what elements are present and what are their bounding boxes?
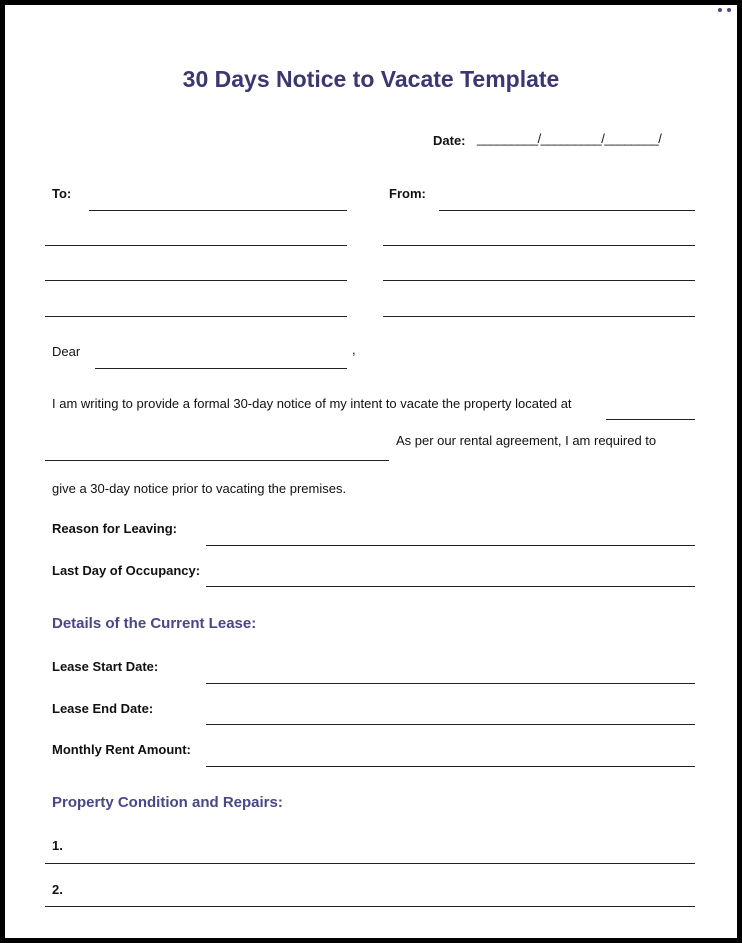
item-2-line[interactable]	[45, 906, 695, 907]
rent-line[interactable]	[206, 766, 695, 767]
item-1-number: 1.	[52, 838, 63, 853]
to-label: To:	[52, 186, 72, 201]
item-1-line[interactable]	[45, 863, 695, 864]
body-line-2: As per our rental agreement, I am required to	[396, 433, 657, 448]
to-line-1[interactable]	[89, 210, 347, 211]
menu-dots-icon[interactable]	[718, 8, 731, 12]
from-line-2[interactable]	[383, 245, 695, 246]
repairs-heading: Property Condition and Repairs:	[52, 794, 283, 811]
last-day-label: Last Day of Occupancy:	[52, 563, 201, 578]
address-line-2[interactable]	[45, 460, 389, 461]
lease-heading: Details of the Current Lease:	[52, 615, 257, 632]
from-line-4[interactable]	[383, 316, 695, 317]
to-line-3[interactable]	[45, 280, 347, 281]
from-line-3[interactable]	[383, 280, 695, 281]
last-day-line[interactable]	[206, 586, 695, 587]
from-label: From:	[389, 186, 426, 201]
rent-label: Monthly Rent Amount:	[52, 742, 191, 757]
to-line-2[interactable]	[45, 245, 347, 246]
dear-comma: ,	[352, 342, 356, 357]
dear-line[interactable]	[95, 368, 347, 369]
reason-line[interactable]	[206, 545, 695, 546]
page-title: 30 Days Notice to Vacate Template	[182, 66, 560, 92]
item-2-number: 2.	[52, 882, 63, 897]
address-line-1[interactable]	[606, 419, 695, 420]
lease-end-label: Lease End Date:	[52, 701, 154, 716]
body-line-1: I am writing to provide a formal 30-day notice of my intent to vacate the property located at	[52, 396, 572, 411]
lease-start-line[interactable]	[206, 683, 695, 684]
date-field[interactable]: _________/_________/________/	[477, 131, 662, 146]
lease-start-label: Lease Start Date:	[52, 659, 159, 674]
date-label: Date:	[433, 133, 466, 148]
dear-label: Dear	[52, 344, 81, 359]
from-line-1[interactable]	[439, 210, 695, 211]
body-line-3: give a 30-day notice prior to vacating the premises.	[52, 481, 347, 496]
reason-label: Reason for Leaving:	[52, 521, 177, 536]
lease-end-line[interactable]	[206, 724, 695, 725]
form-page	[5, 5, 737, 938]
to-line-4[interactable]	[45, 316, 347, 317]
